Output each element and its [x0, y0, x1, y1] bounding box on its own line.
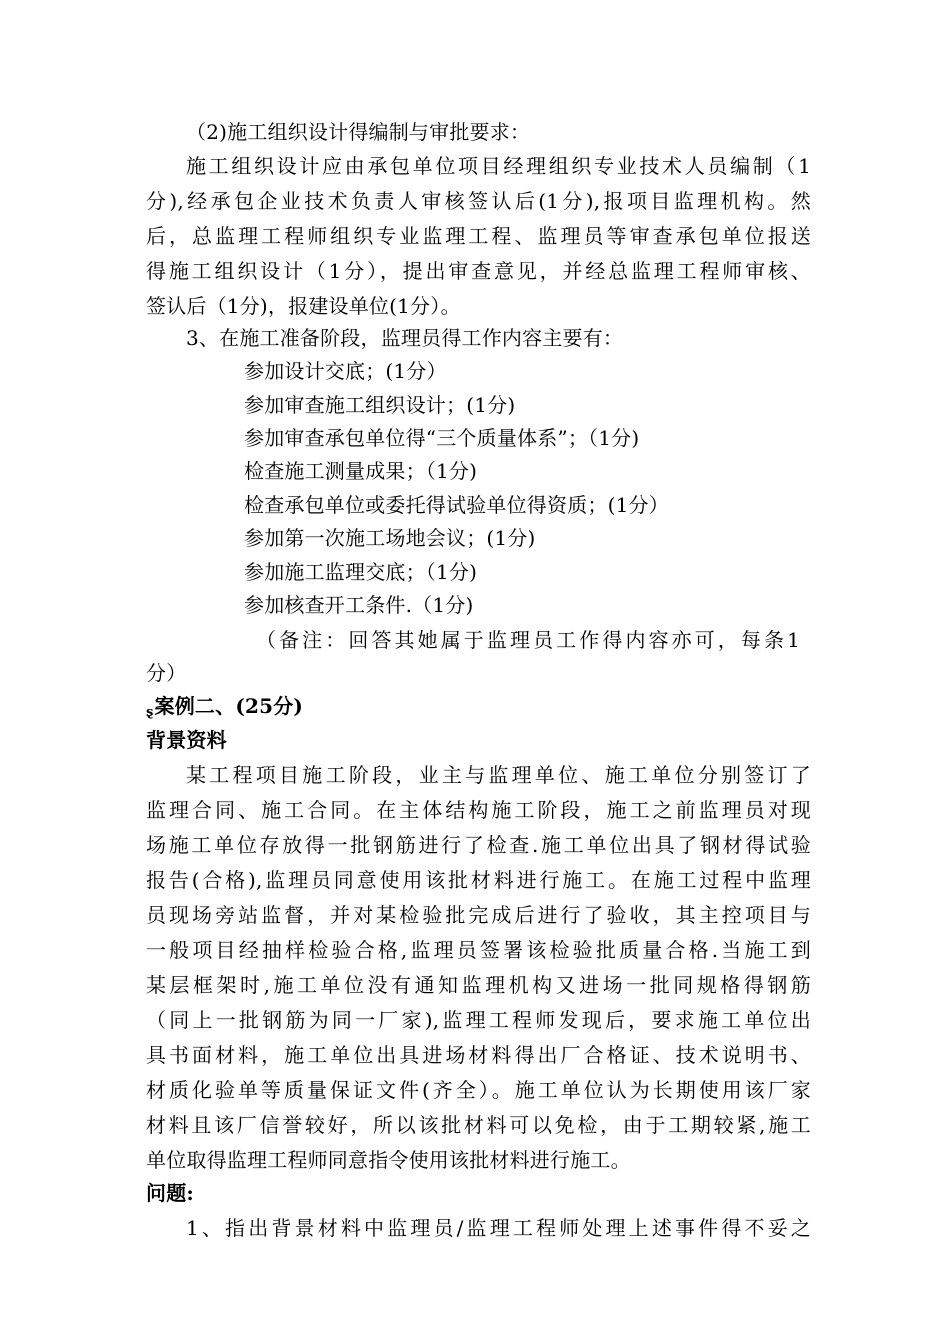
paragraph-line: 监理合同、施工合同。在主体结构施工阶段，施工之前监理员对现 — [146, 798, 811, 822]
paragraph-line: 员现场旁站监督，并对某检验批完成后进行了验收，其主控项目与 — [146, 903, 811, 927]
paragraph-line: 一般项目经抽样检验合格,监理员签署该检验批质量合格.当施工到 — [146, 938, 811, 962]
paragraph-line: 分),经承包企业技术负责人审核签认后(1分),报项目监理机构。然 — [146, 189, 811, 213]
remark-line: 分） — [146, 661, 187, 685]
list-item: 参加第一次施工场地会议；(1分) — [244, 526, 536, 550]
paragraph-line: 签认后（1分)，报建设单位(1分）。 — [146, 294, 461, 318]
paragraph-line: 场施工单位存放得一批钢筋进行了检查.施工单位出具了钢材得试验 — [146, 833, 811, 857]
paragraph-line: 后，总监理工程师组织专业监理工程、监理员等审查承包单位报送 — [146, 224, 811, 248]
paragraph-line: （同上一批钢筋为同一厂家),监理工程师发现后，要求施工单位出 — [146, 1008, 811, 1032]
answer-subheading-preparation-stage: 3、在施工准备阶段，监理员得工作内容主要有： — [186, 326, 624, 350]
paragraph-line: 材质化验单等质量保证文件(齐全）。施工单位认为长期使用该厂家 — [146, 1078, 811, 1102]
answer-subheading-construction-design: （2)施工组织设计得编制与审批要求： — [186, 120, 531, 144]
section-heading-background: 背景资料 — [146, 728, 227, 752]
remark-line: （备注：回答其她属于监理员工作得内容亦可，每条1 — [256, 628, 800, 652]
paragraph-line: 报告(合格),监理员同意使用该批材料进行施工。在施工过程中监理 — [146, 868, 811, 892]
list-item: 参加施工监理交底；（1分) — [244, 560, 478, 584]
paragraph-line: 单位取得监理工程师同意指令使用该批材料进行施工。 — [146, 1148, 631, 1172]
list-item: 检查施工测量成果；（1分) — [244, 459, 478, 483]
list-item: 参加审查承包单位得“三个质量体系”；（1分) — [244, 426, 640, 450]
list-item: 参加核查开工条件.（1分) — [244, 593, 474, 617]
paragraph-line: 施工组织设计应由承包单位项目经理组织专业技术人员编制（1 — [186, 154, 811, 178]
paragraph-anchor-icon: ȿ — [146, 705, 154, 720]
paragraph-line: 得施工组织设计（1分），提出审查意见，并经总监理工程师审核、 — [146, 259, 811, 283]
paragraph-line: 某工程项目施工阶段，业主与监理单位、施工单位分别签订了 — [186, 763, 811, 787]
section-heading-questions: 问题: — [146, 1181, 194, 1205]
case-heading-text: 案例二、(25分) — [154, 694, 304, 718]
paragraph-line: 具书面材料，施工单位出具进场材料得出厂合格证、技术说明书、 — [146, 1043, 811, 1067]
list-item: 参加设计交底；(1分） — [244, 359, 447, 383]
list-item: 参加审查施工组织设计；(1分) — [244, 393, 516, 417]
case-heading — [146, 692, 811, 727]
paragraph-line: 材料且该厂信誉较好，所以该批材料可以免检，由于工期较紧,施工 — [146, 1113, 811, 1137]
paragraph-line: 某层框架时,施工单位没有通知监理机构又进场一批同规格得钢筋 — [146, 973, 811, 997]
list-item: 检查承包单位或委托得试验单位得资质；(1分） — [244, 493, 669, 517]
question-line: 1、指出背景材料中监理员/监理工程师处理上述事件得不妥之 — [186, 1216, 811, 1240]
